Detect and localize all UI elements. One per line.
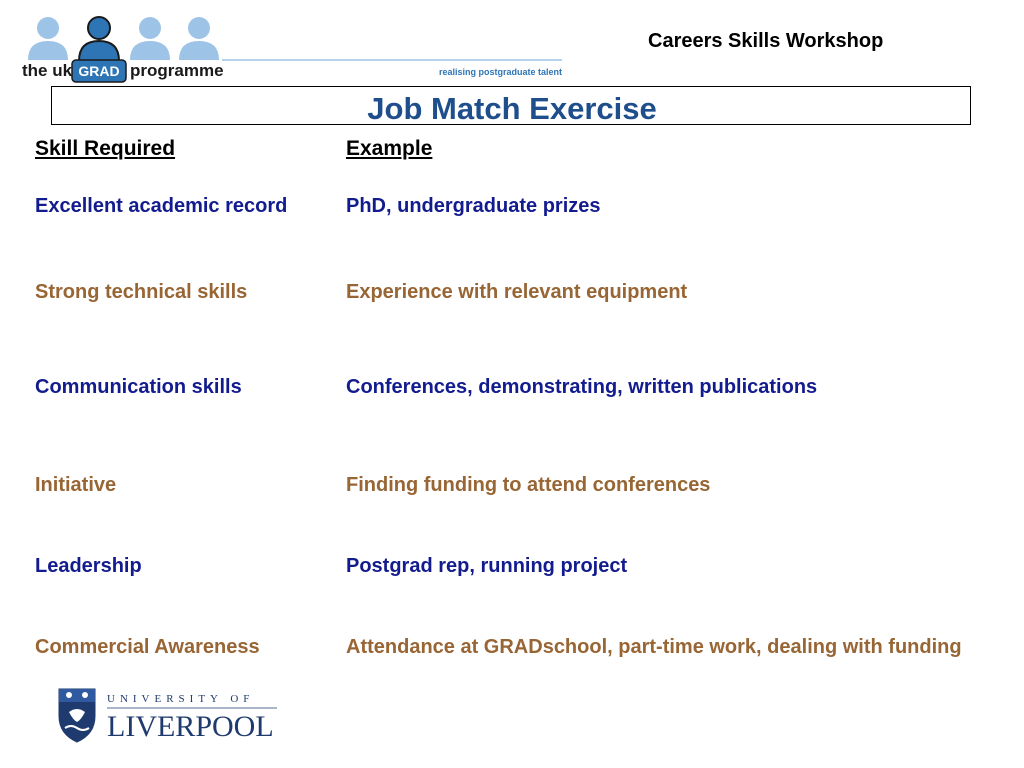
example-academic-record: PhD, undergraduate prizes [346,195,601,217]
workshop-title: Careers Skills Workshop [648,30,884,52]
logo-liverpool: LIVERPOOL [107,710,274,743]
skill-academic-record: Excellent academic record [35,195,288,217]
example-commercial-awareness: Attendance at GRADschool, part-time work, dealing with funding [346,636,962,658]
example-initiative: Finding funding to attend conferences [346,474,711,496]
logo-tagline: realising postgraduate talent [438,67,562,77]
logo-text-left: the uk [22,61,73,80]
skill-leadership: Leadership [35,555,142,577]
university-of-liverpool-logo [57,686,282,744]
logo-badge-text: GRAD [78,63,120,79]
crest-icon [59,689,95,742]
example-technical: Experience with relevant equipment [346,281,688,303]
logo-text-right: programme [130,61,224,80]
example-leadership: Postgrad rep, running project [346,555,628,577]
uk-grad-programme-logo [22,14,567,86]
skill-communication: Communication skills [35,376,242,398]
logo-university-of: UNIVERSITY OF [107,693,255,705]
example-communication: Conferences, demonstrating, written publications [346,376,818,398]
column-header-skill: Skill Required [35,137,176,160]
skill-initiative: Initiative [35,474,117,496]
skill-commercial-awareness: Commercial Awareness [35,636,260,658]
page-title: Job Match Exercise [367,91,657,126]
column-header-example: Example [346,137,433,160]
skill-technical: Strong technical skills [35,281,248,303]
